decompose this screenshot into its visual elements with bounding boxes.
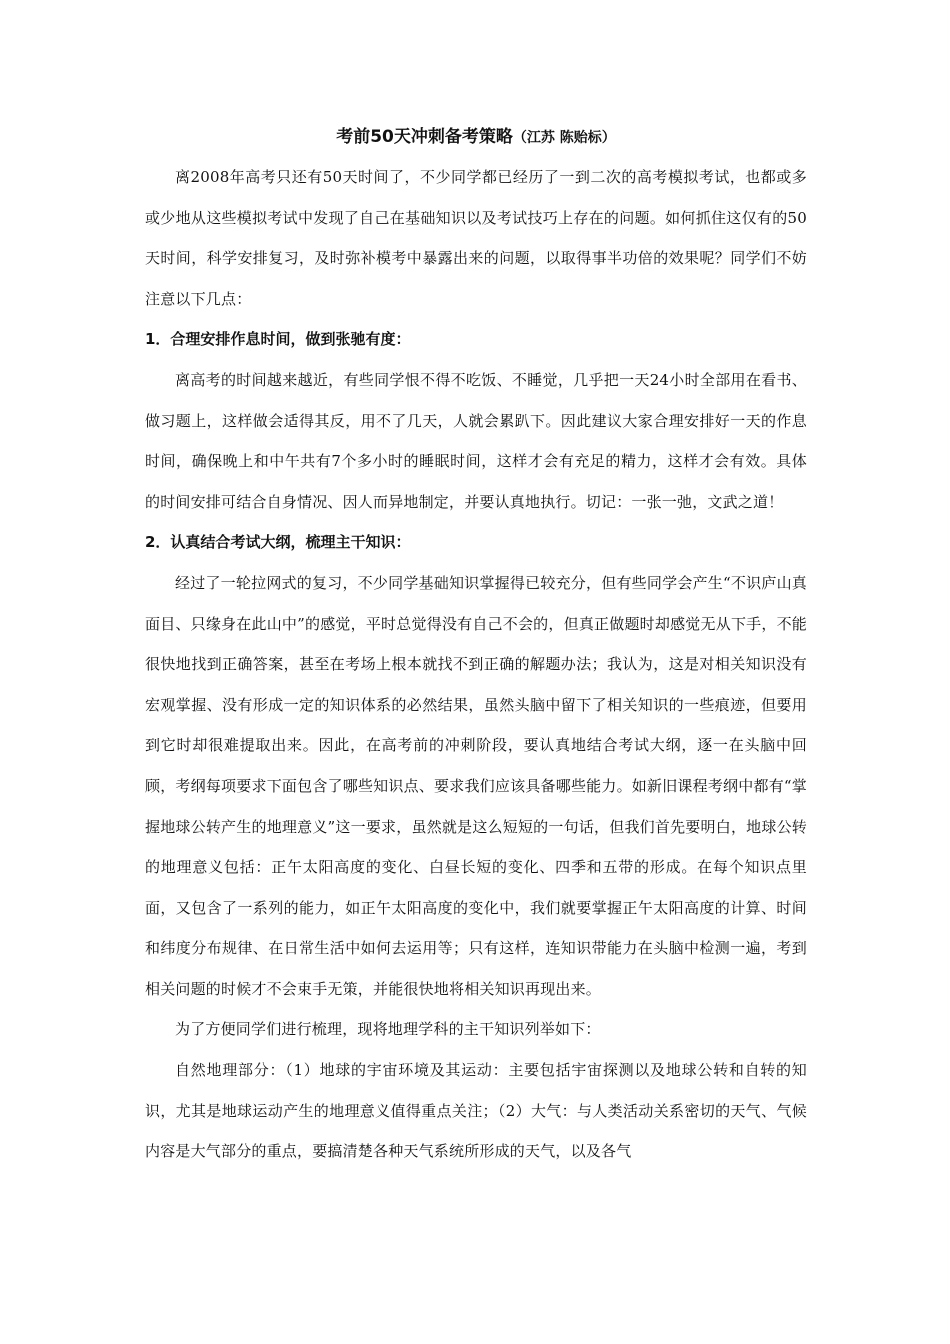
- document-page: [145, 118, 807, 1172]
- section-2-paragraph-2: 为了方便同学们进行梳理，现将地理学科的主干知识列举如下：: [175, 1020, 601, 1039]
- title-text: 考前50天冲刺备考策略: [336, 127, 513, 147]
- section-1-heading: 1．合理安排作息时间，做到张驰有度：: [145, 330, 411, 349]
- section-2-paragraph-1: 经过了一轮拉网式的复习，不少同学基础知识掌握得已较充分，但有些同学会产生“不识庐山真面目、只缘身在此山中”的感觉，平时总觉得没有自己不会的，但真正做题时却感觉无从下手，不能很快地找到正确答案，甚至在考场上根本就找不到正确的解题办法；我认为，这是对相关知识没有宏观掌握、没有形成一定的知识体系的必然结果，虽然头脑中留下了相关知识的一些痕迹，但要用到它时却很难提取出来。因此，在高考前的冲刺阶段，要认真地结合考试大纲，逐一在头脑中回顾，考纲每项要求下面包含了哪些知识点、要求我们应该具备哪些能力。如新旧课程考纲中都有“掌握地球公转产生的地理意义”这一要求，虽然就是这么短短的一句话，但我们首先要明白，地球公转的地理意义包括：正午太阳高度的变化、白昼长短的变化、四季和五带的形成。在每个知识点里面，又包含了一系列的能力，如正午太阳高度的变化中，我们就要掌握正午太阳高度的计算、时间和纬度分布规律、在日常生活中如何去运用等；只有这样，连知识带能力在头脑中检测一遍，考到相关问题的时候才不会束手无策，并能很快地将相关知识再现出来。: [145, 573, 807, 998]
- section-2-heading: 2．认真结合考试大纲，梳理主干知识：: [145, 533, 411, 552]
- document-title: [145, 118, 807, 157]
- section-1-paragraph: 离高考的时间越来越近，有些同学恨不得不吃饭、不睡觉，几乎把一天24小时全部用在看书、做习题上，这样做会适得其反，用不了几天，人就会累趴下。因此建议大家合理安排好一天的作息时间，确保晚上和中午共有7个多小时的睡眠时间，这样才会有充足的精力，这样才会有效。具体的时间安排可结合自身情况、因人而异地制定，并要认真地执行。切记：一张一弛，文武之道！: [145, 370, 807, 511]
- author-text: （江苏 陈贻标）: [512, 130, 616, 146]
- section-2-paragraph-3: 自然地理部分：（1）地球的宇宙环境及其运动：主要包括宇宙探测以及地球公转和自转的知识，尤其是地球运动产生的地理意义值得重点关注；（2）大气：与人类活动关系密切的天气、气候内容是大气部分的重点，要搞清楚各种天气系统所形成的天气，以及各气: [145, 1061, 807, 1161]
- intro-paragraph: 离2008年高考只还有50天时间了，不少同学都已经历了一到二次的高考模拟考试，也都或多或少地从这些模拟考试中发现了自己在基础知识以及考试技巧上存在的问题。如何抓住这仅有的50天时间，科学安排复习，及时弥补模考中暴露出来的问题，以取得事半功倍的效果呢？同学们不妨注意以下几点：: [145, 168, 807, 308]
